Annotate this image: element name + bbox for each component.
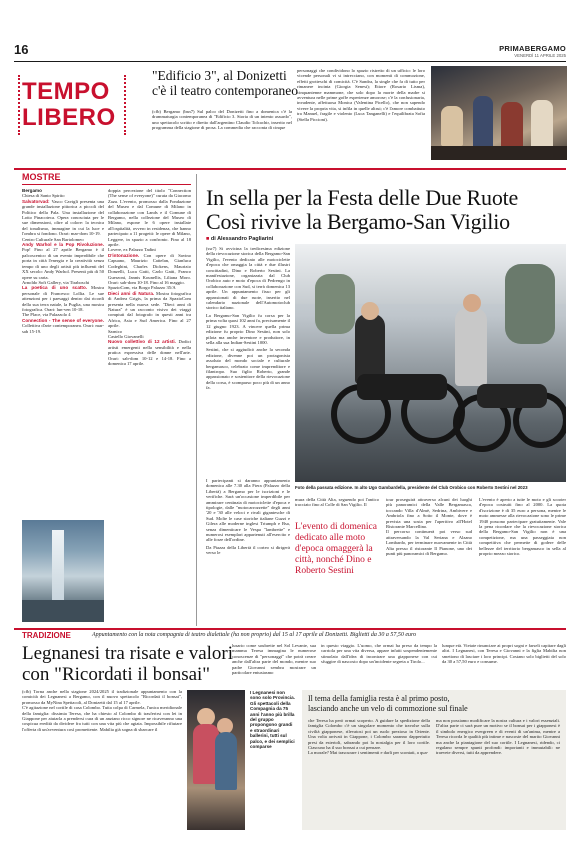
listing-13: Dieci anni di Natura. Mostra fotografica di Andrea Grigis, la prima da SpazioCom presenta nella nuova sede. "Dieci anni di Natura" è un racconto visivo dei viaggi compiuti dal fotografo in questi anni tra Africa, Asia e Sud America. Fino al 27 aprile. [108, 290, 191, 329]
header-rule [14, 61, 566, 62]
main-col5: L'evento è aperto a tutte le moto e gli scooter d'epoca costruiti fino al 2000. La quota d'iscrizione è di 35 euro a persona, mentre le moto ammesse alla rievocazione sono le prime 1940 possono partecipare gratuitamente. Vale la pena ricordare che la rievocazione storica della Bergamo-San Vigilio non è una competizione, ma una passeggiata non competitiva che permette di godere delle bellezze del territorio bergamasco in sella al proprio mezzo storico. [479, 497, 566, 557]
listing-6: La poetica di uno scatto. Mostra personale di Francesco Lollia. Le sue attenzioni per i paesaggi dentro dai ricordi della sua terra natale, la Puglia, una mostra fotografica. Orari: lun-ven 10-18. [22, 285, 104, 312]
main-col1: (ssr7) Si avvicina la tredicesima edizione della rievocazione storica della Bergamo-San Vigilio, l'evento dedicato alle motociclette d'epoca che omaggia la città e due illustri concittadini, Dino e Roberto Sestini. La manifestazione, organizzata dal Club Orobico auto e moto d'epoca di Pedrengo in collaborazione con Sud, si terrà domenica 13 aprile. Un appuntamento fisso per gli appassionati di due ruote, inserito nel calendario nazionale dell'Automotoclub storico italiano. La Bergamo-San Vigilio fu corsa per la prima volta quasi 102 anni fa, precisamente il 12 giugno 1923. A vincere quella prima edizione fu proprio Dino Sestini, non solo pilota ma anche inventore e produttore, in sella alla sua Indian-Sestini 1000. Sestini, che si aggiudicò anche la seconda edizione, divenne poi un protagonista assoluto del mondo sociale e culturale bergamasco, celebrato come imprenditore e filantropo. Suo figlio Roberto, grande appassionato e sostenitore della rievocazione della corsa, è scomparso poco più di un anno fa. [206, 246, 290, 391]
tradizione-col1: (cfb) Torna anche nella stagione 2024/2025 il tradizionale appuntamento con la comicità dei Legnanesi a Bergamo, con il nuovo spettacolo "Ricordati il bonsai", promosso da MyNina Spettacoli, al Donizetti dal 15 al 17 aprile. C'è agitazione nel cortile di casa Colombo. Tutta colpa di Carmela, l'unica meridionale della famiglia: dissimia Teresa, che ha chiesto al Colombo di trasferirsi con lei in Giappone per aiutarla a prendersi cura di un anziano ricco signore ne ricaveranno una cospicua eredità da dividere fra tutti con una vita più che agiata. Impossibile rifiutare l'offerta di un'avventura così promettente. Mabilia già sogna di sbarcare il [22, 689, 182, 732]
tradizione-label: TRADIZIONE [22, 631, 71, 640]
main-col3: mura della Città Alta, seguendo poi l'antico tracciato fino al Colle di San Vigilio. Il [295, 497, 379, 508]
tradizione-rule [14, 628, 566, 630]
listing-11: D'intonazione. Con opere di Savino Capuano, Maurizio Cattelan, Gianluca Codeghini, Charles Dickens, Maurizio Donzelli, Luca Gatti, Carlo Gatti, Franco Guerzoni, Jannis Kounellis, Liliana Moro. Orari: sab-dom 10-18. Fino al 16 maggio. [108, 252, 192, 285]
top-article-col1: (cfb) Bergamo (bsn7) Sul palco del Donizetti fino a domenica c'è la drammaturgia contemporanea di "Edificio 3. Storia di un intento assurdo", uno spettacolo scritto e diretto dall'argentino Claudio Tolcachir, inserito nel programma della stagione di prosa. La commedia che racconta di cinque [152, 109, 292, 131]
main-headline: In sella per la Festa delle Due Ruote Così rivive la Bergamo-San Vigilio [206, 185, 519, 234]
listing-15: Castello Giovanelli [108, 333, 144, 339]
top-article-headline: "Edificio 3", al Donizetti c'è il teatro contemporaneo [152, 68, 298, 98]
tradizione-strap: Appuntamento con la nota compagnia di teatro dialettale (ha non proprio) dal 15 al 17 aprile al Donizetti. Biglietti da 30 a 57,50 euro [92, 632, 417, 638]
listing-7: The Place, via Palazzolo 4 [22, 312, 71, 318]
mostre-col2 [108, 188, 191, 366]
tradizione-photo-caption: I Legnanesi non sono solo Provincia. Gli spettacoli della Compagnia da 75 anni l'anno più brilla del gruppo propongono grandi e straordinari ballerini, tutti sul palco, e dei semplici comparse [250, 690, 295, 750]
tradizione-col2: lusario come soubrette nel Sol Levante, sua mamma Teresa immagina le numerose conoscenze di "personaggi" che potrà creare anche dall'altra parte del mondo, mentre suo padre Giovanni sembra mostrare un particolare entusiasmo [232, 643, 316, 676]
listing-8: Connection - The sense of everyone. Collettiva d'arte contemporanea. Orari: mar-sab 15-19. [22, 317, 104, 334]
listing-0: Bergamo [22, 188, 42, 193]
listing-4: Andy Warhol e la Pop Rivoluzione. Pop! Fino al 27 aprile Bergamo è il palcoscenico di un evento imperdibile che porta in città l'energia e la creatività senza tempo di uno degli artisti più influenti del XX secolo: Andy Warhol. Presenti più di 50 opere su carta. [22, 242, 104, 280]
listing-14: Sarnico [108, 328, 123, 334]
listing-12: SpazioCom, via Borgo Palazzo 35/A [108, 285, 176, 291]
section-title: TEMPO LIBERO [22, 78, 116, 131]
box-col1: che Teresa ha però ormai scoperto. A guidare la spedizione della famiglia Colombo c'è un singolare momento che travolse sulla civiltà giapponese, rilevatosi poi un ruolo prezioso in Oriente. Una volta arrivati in Giappone, i Colombo saranno dappertutto presi da esterioli, sabrando poi la nostalgia per il loro cortile. Ciascuno ha il suo bonsai a cui pensare. La morale? Mai trascurare i sentimenti e darli per scontati, a qua- [308, 718, 430, 756]
brand-logo: PRIMABERGAMO [499, 44, 566, 53]
box-headline: Il tema della famiglia resta è al primo posto, lasciando anche un velo di commozione sul finale [308, 694, 468, 713]
main-col4: tour proseguirà attraverso alcuni dei luoghi più panoramici della Valle Bergamasca, toccando Villa d'Almè, Sedrina, Ambivere e Ambriola fino a Sotto il Monte, dove è prevista una sosta per l'aperitivo all'Hotel Ristorante Marcellino. Il percorso continuerà poi verso sud attraversando la Val Seriana e Alzano Lombardo, per terminare nuovamente in Città Alta presso il ristorante Il Pianone, uno dei punti più panoramici di Bergamo. [386, 497, 472, 557]
mostre-photo [22, 520, 104, 622]
top-article-photo [431, 66, 567, 160]
mid-rule [14, 168, 566, 170]
main-photo [295, 244, 566, 482]
byline-marker-icon: ■ [206, 236, 210, 242]
tradizione-col4: lunque età. Vietate rinunciare ai propri sogni e farseli capitare dagli altri. I Legnanesi, con Teresa e Giovanni e la figlia Mabilia non smettono di lasciare i loro principi. Costano solo biglietti del solo da 30 a 57,50 euro e consume. [442, 643, 566, 665]
listing-1: Chiesa di Santo Spirito [22, 193, 65, 199]
main-col2: I partecipanti si daranno appuntamento domenica alle 7.30 alla Fiera (Palazzo della Libertà) a Bergamo per le iscrizioni e le verifiche. Sarà un'occasione imperdibile per ammirare centinaia di motociclette d'epoca e tipologie, dalle "motocarrozzette" degli anni '20 e '30 alle veloci e rivali gigantesche di Sud. Molte le case storiche italiane Guzzi e Gilera alle moderne inglesi Triumph e Bsa, senza dimenticare le Vespa "lambrette" e numerosi esemplari appartenuti all'esercito e alle forze dell'ordine. Da Piazza della Libertà il corteo si dirigerà verso le [206, 478, 290, 556]
box-col2: ma non possiamo modificare la nostra cultura e i valori essenziali. D'altra parte ci sarà pure un motivo se il bonsai per i giapponesi è il simbolo energico evergreen e di eventi di un'anima, mentre a Teresa ricorda le qualità più intime e nascoste del marito Giovanni ma anche la piantagione del suo cortile. I Legnanesi, ridendo, ci regalano sempre spunti profondi: importanti e immutabili: ne traevete diversi, tutti da apprendere. [436, 718, 560, 756]
tradizione-photo [187, 690, 245, 830]
mostre-col1 [22, 188, 104, 334]
main-photo-caption: Foto della passata edizione. In alto Ugo Gambardella, presidente del Club Orobico con Roberto Sestini nel 2023 [295, 485, 528, 490]
listing-9: doppia percezione del titolo "Connection (The sense of everyone)" curata da Giacomo Zaza. L'evento, promosso dalla Fondazione del Museo e dal Comune di Milano in collaborazione con Lands e il Comune di Bergamo, nella collezione del Museo di Milano, espone le 6 opere installate all'ospitalità, ovvero in residenza, che hanno partecipato a 11 progetti: le opere di Milano, Leggere, in spazio a confronto. Fino al 18 aprile. [108, 188, 191, 248]
top-article-col2: personaggi che condividono lo spazio ristretto di un ufficio: le loro vicende personali vi si intrecciano, con momenti di commozione, effetti grotteschi di comicità. C'è Sandra, la single che fa di tutto per rimanere incinta (Giorgia Senesi); Ettore (Rosario Lisma), cinquantenne mammone, che solo dopo la morte della madre si avventura nelle prime goffe esperienze amorose; c'è la confusionaria, invadente, affettuosa Monica (Valentina Picello), che non sapendo vivere la propria vita, si infila in quelle altrui; c'è l'amore combattuto tra Manuel, fragile e violento (Luca Tanganelli) e l'equilibrata Sofia (Stella Piccioni). [297, 68, 425, 122]
listing-10: Lovere, ex Palazzo Tadini [108, 247, 156, 253]
mostre-label: MOSTRE [22, 172, 61, 182]
issue-date: VENERDÌ 11 APRILE 2025 [514, 53, 566, 58]
tradizione-col3: in questo viaggio. L'uomo, che ormai ha preso da tempo la carriola per una vita diversa, appare infatti sospendentemente stimolato dall'idea di incontrare una giapponese con cui sfuggire di nascosto dopo un'incidente segreta a Tirolo... [321, 643, 437, 665]
listing-5: Arnoldo Soft Gallery, via Tiraboschi [22, 279, 90, 285]
listing-2: Salvatorvad: Vasco Cavigli presenta una grande installazione pittorica a piccoli del Politico della Pala. Una installazione del Lotto Pinacoteca. Opera conosciuta per le sue dimensioni, oltre al colore: la tecnica del tonalismo, immagine in cui la luce e l'ombra si fondono. Orari: mar-dom 10-19. [22, 198, 104, 237]
listing-3: Centro Culturale San Bartolomeo [22, 236, 84, 242]
mostre-rule [22, 184, 191, 185]
mostre-divider [196, 174, 197, 626]
byline: ■ di Alessandro Pagliarini [206, 236, 274, 242]
listing-16: Nuovo collettivo di 12 artisti. Dodici artisti emergenti nella sensibilità e nella pratica espressiva delle donne nell'arte. Orari: sab-dom 10-12 e 14-18. Fino a domenica 17 aprile. [108, 339, 191, 366]
tradizione-headline: Legnanesi tra risate e valori con "Ricordati il bonsai" [22, 643, 234, 685]
section-title-dots [18, 75, 126, 135]
pullquote: L'evento di domenica dedicato alle moto d'epoca omaggerà la città, nonché Dino e Roberto Sestini [295, 522, 377, 576]
page-number: 16 [14, 42, 29, 57]
